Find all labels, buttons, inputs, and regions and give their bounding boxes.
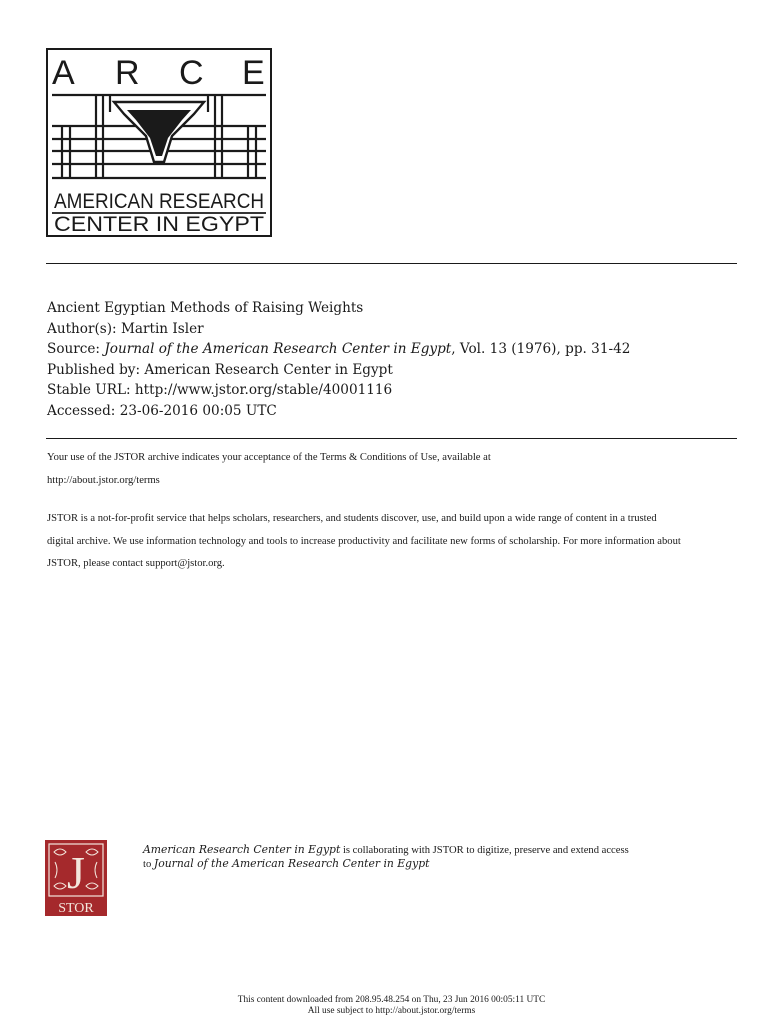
vessel-inner [127, 110, 191, 156]
logo-name-line2: CENTER IN EGYPT [54, 213, 265, 235]
author-label: Author(s): [47, 320, 117, 337]
collaboration-journal: Journal of the American Research Center in Egypt [153, 857, 430, 871]
jstor-description-line3: JSTOR, please contact support@jstor.org. [47, 558, 225, 570]
source-details: , Vol. 13 (1976), pp. 31-42 [451, 341, 631, 358]
author-name: Martin Isler [120, 320, 204, 337]
collaboration-text: is collaborating with JSTOR to digitize, preserve and extend access [340, 845, 629, 856]
jstor-description [47, 508, 739, 576]
terms-line1: Your use of the JSTOR archive indicates your acceptance of the Terms & Conditions of Use, available at [47, 452, 491, 463]
stable-url-label: Stable URL: [47, 382, 131, 399]
arce-logo [46, 48, 272, 237]
logo-letter-c: C [179, 54, 204, 92]
publisher-name: American Research Center in Egypt [144, 361, 393, 378]
jstor-description-line1: JSTOR is a not-for-profit service that helps scholars, researchers, and students discover, use, and build upon a wide range of content in a trusted [47, 513, 657, 524]
accessed-line [47, 401, 630, 422]
terms-url-link[interactable]: http://about.jstor.org/terms [47, 474, 160, 486]
accessed-label: Accessed: [47, 402, 116, 419]
download-footer [0, 995, 783, 1017]
source-line [47, 339, 630, 360]
publisher-line [47, 360, 630, 381]
collaboration-to: to [143, 859, 154, 871]
article-metadata [47, 298, 630, 422]
collaboration-line2 [143, 857, 629, 871]
collaboration-org: American Research Center in Egypt [143, 843, 341, 856]
footer-download-info: This content downloaded from 208.95.48.254 on Thu, 23 Jun 2016 00:05:11 UTC [237, 995, 546, 1005]
collaboration-line1 [143, 843, 629, 857]
footer-terms-link[interactable]: All use subject to http://about.jstor.org/terms [307, 1006, 476, 1016]
logo-name-line1: AMERICAN RESEARCH [54, 190, 264, 213]
middle-divider [46, 438, 737, 439]
article-title: Ancient Egyptian Methods of Raising Weights [47, 300, 364, 316]
arce-logo-graphic [48, 50, 270, 235]
stable-url-link[interactable]: http://www.jstor.org/stable/40001116 [134, 382, 393, 399]
terms-notice [47, 447, 739, 492]
jstor-logo-graphic [45, 840, 107, 916]
source-label: Source: [47, 341, 100, 358]
collaboration-statement [143, 843, 629, 872]
jstor-logo-wordmark: STOR [58, 901, 94, 916]
publisher-label: Published by: [47, 361, 141, 378]
logo-letter-a: A [52, 54, 75, 92]
jstor-logo [45, 840, 107, 916]
author-line [47, 319, 630, 340]
stable-url-line [47, 380, 630, 401]
accessed-date: 23-06-2016 00:05 UTC [119, 402, 277, 419]
jstor-logo-letter: J [67, 847, 85, 898]
source-journal: Journal of the American Research Center in Egypt [104, 341, 452, 358]
logo-letter-r: R [115, 54, 140, 92]
jstor-description-line2: digital archive. We use information technology and tools to increase productivity and facilitate new forms of scholarship. For more information about [47, 535, 681, 547]
logo-letter-e: E [242, 54, 265, 92]
top-divider [46, 263, 737, 264]
